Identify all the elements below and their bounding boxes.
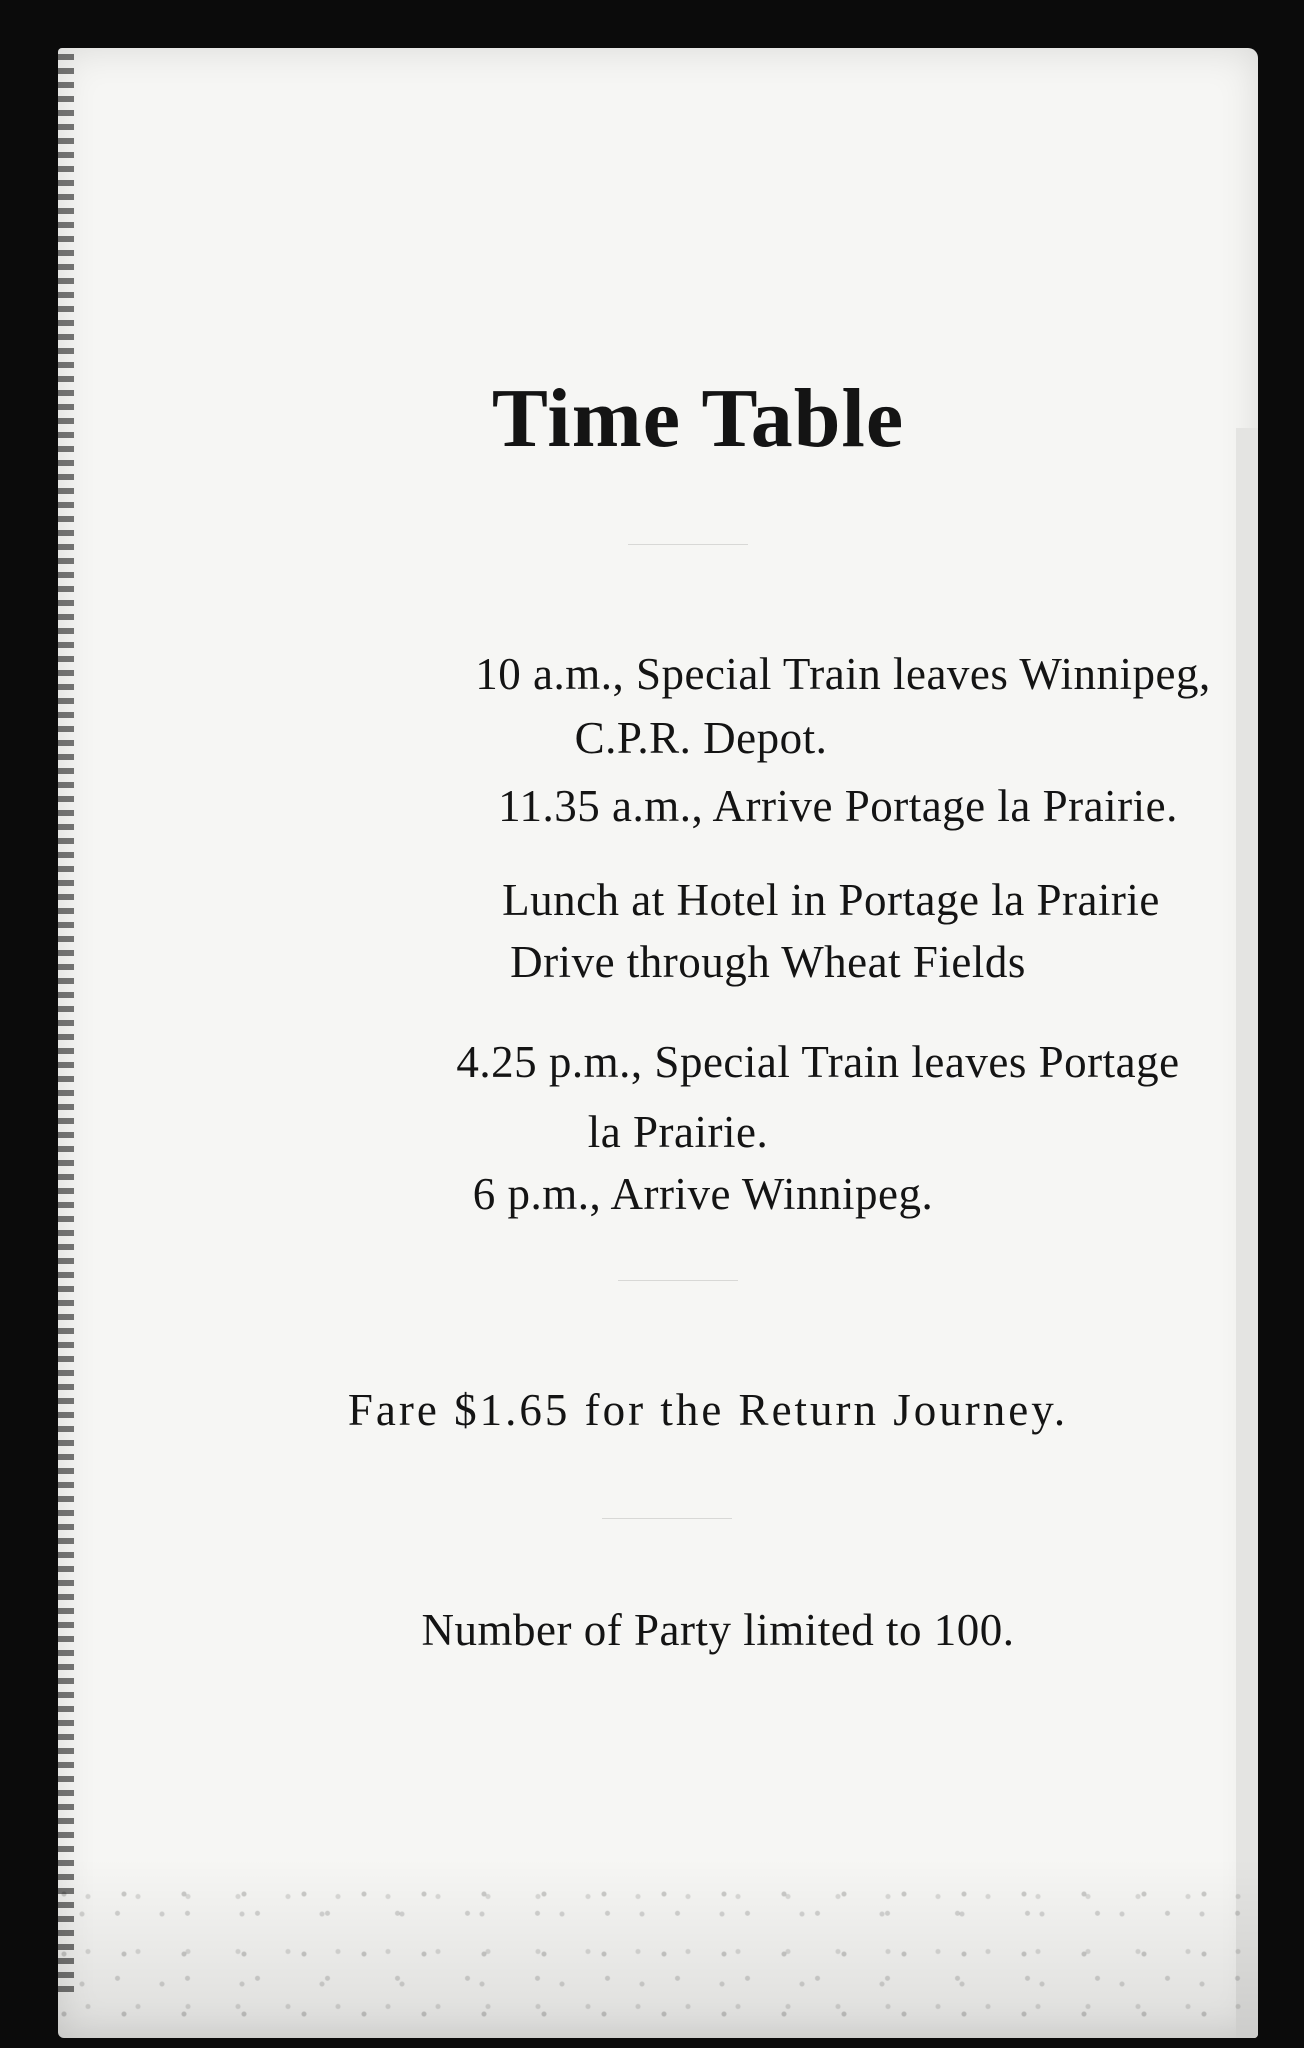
fare-line: Fare $1.65 for the Return Journey.: [347, 1385, 1069, 1435]
party-limit-line: Number of Party limited to 100.: [421, 1605, 1015, 1655]
divider: [628, 544, 748, 545]
divider: [618, 1280, 738, 1281]
schedule-line-8: 6 p.m., Arrive Winnipeg.: [472, 1169, 934, 1219]
divider: [602, 1518, 732, 1519]
schedule-line-7: la Prairie.: [587, 1107, 769, 1157]
schedule-line-6: 4.25 p.m., Special Train leaves Portage: [456, 1037, 1180, 1087]
page-title: Time Table: [491, 372, 905, 465]
torn-page-edge: [44, 40, 74, 2000]
schedule-line-4: Lunch at Hotel in Portage la Prairie: [502, 875, 1160, 925]
schedule-line-1: 10 a.m., Special Train leaves Winnipeg,: [475, 649, 1211, 699]
schedule-line-2: C.P.R. Depot.: [574, 713, 828, 763]
schedule-line-5: Drive through Wheat Fields: [510, 937, 1026, 987]
document-page: [58, 48, 1258, 2038]
schedule-line-3: 11.35 a.m., Arrive Portage la Prairie.: [498, 781, 1178, 831]
document-content: [58, 48, 1258, 2038]
